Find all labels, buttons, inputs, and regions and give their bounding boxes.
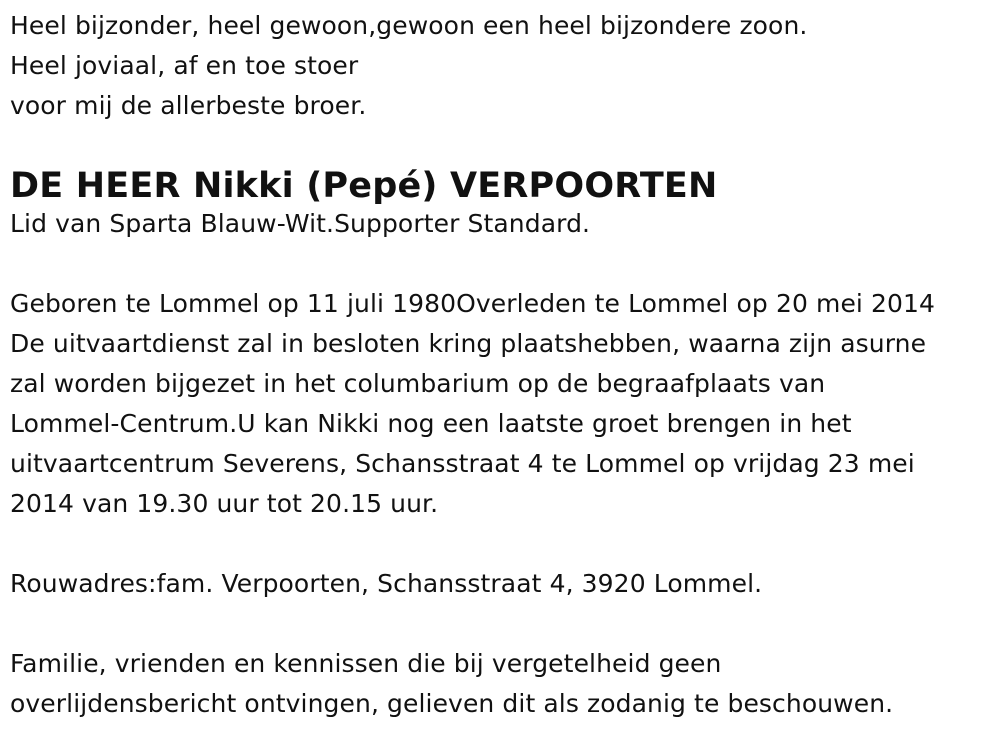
details-line-3: zal worden bijgezet in het columbarium op de begraafplaats van — [10, 369, 826, 398]
mourning-address: Rouwadres:fam. Verpoorten, Schansstraat 4, 3920 Lommel. — [10, 569, 763, 598]
poem-line-1: Heel bijzonder, heel gewoon,gewoon een heel bijzondere zoon. — [10, 11, 808, 40]
closing-line-1: Familie, vrienden en kennissen die bij vergetelheid geen — [10, 649, 722, 678]
spacer — [10, 244, 990, 284]
obituary-notice — [10, 6, 990, 724]
spacer — [10, 524, 990, 564]
spacer — [10, 604, 990, 644]
details-line-5: uitvaartcentrum Severens, Schansstraat 4 te Lommel op vrijdag 23 mei — [10, 449, 915, 478]
details-line-6: 2014 van 19.30 uur tot 20.15 uur. — [10, 489, 439, 518]
poem-line-3: voor mij de allerbeste broer. — [10, 91, 367, 120]
poem-line-2: Heel joviaal, af en toe stoer — [10, 51, 359, 80]
details-line-2: De uitvaartdienst zal in besloten kring plaatshebben, waarna zijn asurne — [10, 329, 927, 358]
details-line-1: Geboren te Lommel op 11 juli 1980Overleden te Lommel op 20 mei 2014 — [10, 289, 936, 318]
closing-line-2: overlijdensbericht ontvingen, gelieven dit als zodanig te beschouwen. — [10, 689, 894, 718]
details-line-4: Lommel-Centrum.U kan Nikki nog een laatste groet brengen in het — [10, 409, 852, 438]
memberships: Lid van Sparta Blauw-Wit.Supporter Standard. — [10, 209, 591, 238]
deceased-name: DE HEER Nikki (Pepé) VERPOORTEN — [10, 166, 718, 206]
